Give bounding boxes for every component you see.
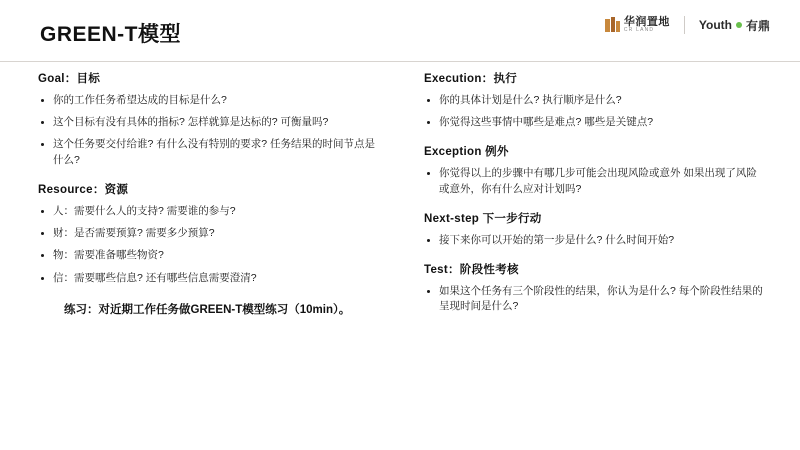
list-item: 如果这个任务有三个阶段性的结果，你认为是什么? 每个阶段性结果的呈现时间是什么?: [424, 284, 764, 314]
youth-logo-left: Youth: [698, 18, 732, 32]
section-resource: [38, 181, 378, 286]
crland-logo: [605, 17, 670, 34]
list-item: 物：需要准备哪些物资?: [38, 248, 378, 263]
list-item: 你的工作任务希望达成的目标是什么?: [38, 93, 378, 108]
section-next-step: [424, 210, 764, 248]
list-item: 人：需要什么人的支持? 需要谁的参与?: [38, 204, 378, 219]
section-heading: Resource：资源: [38, 183, 129, 196]
section-heading: Exception 例外: [424, 146, 509, 159]
page-title: GREEN-T模型: [40, 23, 181, 46]
right-column: [424, 70, 764, 328]
logo-divider: [684, 16, 685, 34]
crland-logo-cn: 华润置地: [623, 15, 670, 28]
list-item: 接下来你可以开始的第一步是什么? 什么时间开始?: [424, 233, 764, 248]
list-item: 财：是否需要预算? 需要多少预算?: [38, 226, 378, 241]
header-divider: [0, 61, 800, 62]
bullet-list: [424, 93, 764, 130]
section-exception: [424, 143, 764, 196]
logo-group: [605, 16, 770, 34]
practice-note: 练习：对近期工作任务做GREEN-T模型练习（10min）。: [64, 303, 351, 316]
youth-logo-right: 有鼎: [745, 18, 770, 33]
list-item: 这个任务要交付给谁? 有什么没有特别的要求? 任务结果的时间节点是什么?: [38, 137, 378, 167]
slide-header: [0, 0, 800, 62]
crland-logo-en: CR LAND: [623, 27, 655, 34]
bullet-list: [38, 204, 378, 286]
section-heading: Next-step 下一步行动: [424, 212, 542, 225]
left-column: [38, 70, 378, 319]
bullet-list: [424, 284, 764, 314]
section-heading: Test：阶段性考核: [424, 264, 519, 277]
bullet-list: [424, 166, 764, 196]
list-item: 信：需要哪些信息? 还有哪些信息需要澄清?: [38, 271, 378, 286]
list-item: 你的具体计划是什么? 执行顺序是什么?: [424, 93, 764, 108]
bullet-list: [38, 93, 378, 168]
crland-mark-icon: [605, 17, 620, 32]
list-item: 你觉得以上的步骤中有哪几步可能会出现风险或意外 如果出现了风险或意外，你有什么应对计划吗?: [424, 166, 764, 196]
section-test: [424, 261, 764, 314]
section-goal: [38, 70, 378, 168]
slide-body: [0, 70, 800, 450]
list-item: 这个目标有没有具体的指标? 怎样就算是达标的? 可衡量吗?: [38, 115, 378, 130]
youth-logo: [699, 17, 770, 34]
crland-logo-text: [624, 17, 670, 34]
bullet-list: [424, 233, 764, 248]
list-item: 你觉得这些事情中哪些是难点? 哪些是关键点?: [424, 115, 764, 130]
section-execution: [424, 70, 764, 130]
section-heading: Execution：执行: [424, 73, 518, 85]
youth-dot-icon: [736, 22, 742, 28]
section-heading: Goal：目标: [38, 73, 101, 85]
